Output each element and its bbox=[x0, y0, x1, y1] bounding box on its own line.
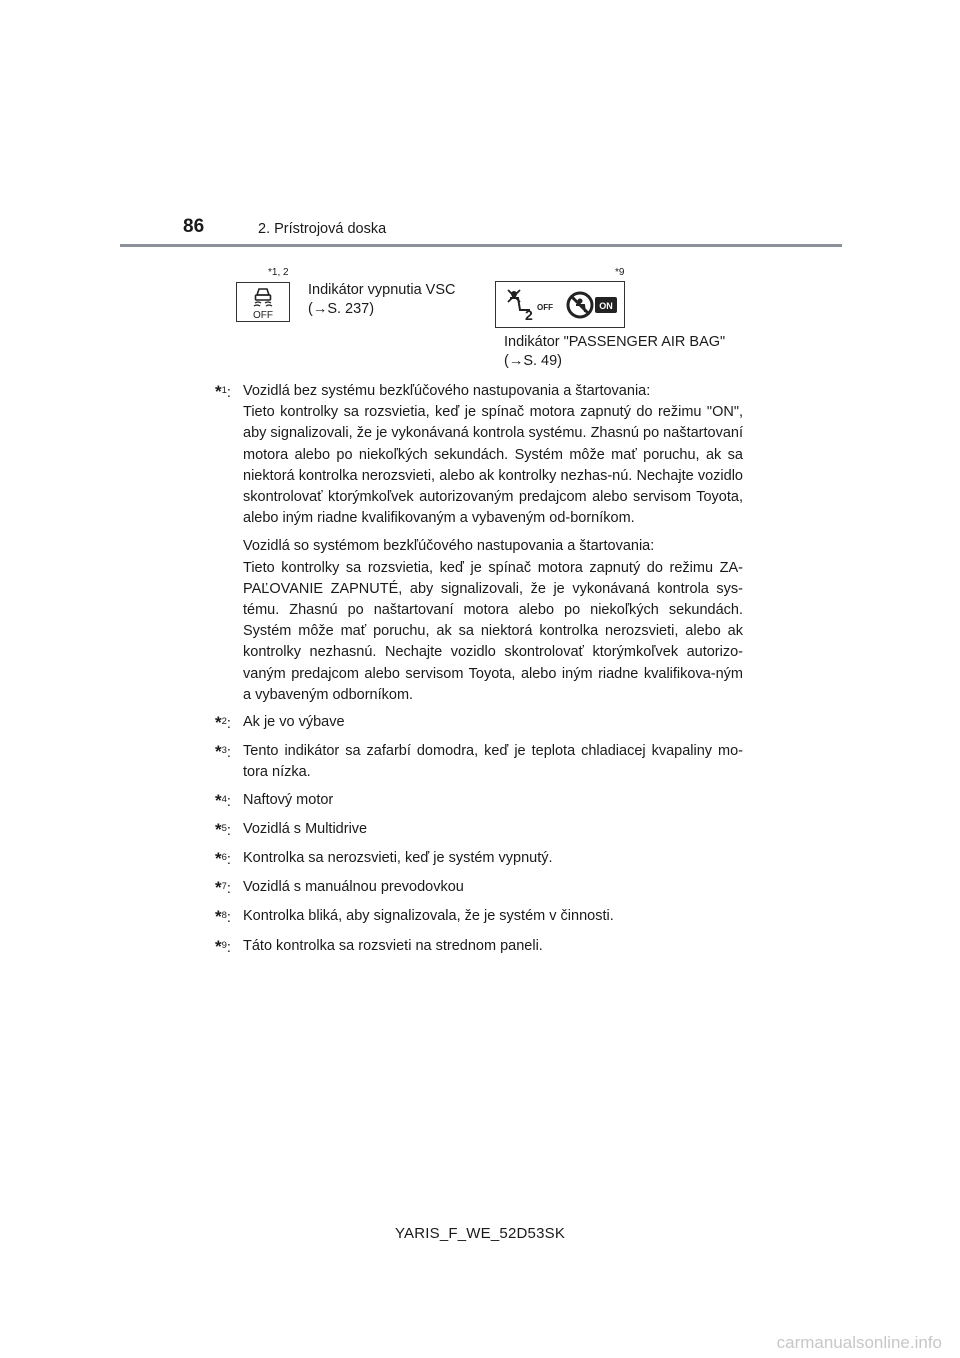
footnote-number: 8 bbox=[221, 910, 227, 922]
footnote-text bbox=[243, 741, 743, 783]
passenger-airbag-icon bbox=[496, 282, 624, 327]
footnote-marker: *$^8$: bbox=[215, 907, 231, 927]
footnote-marker: *$^5$: bbox=[215, 819, 231, 839]
footnote-marker: *$^2$: bbox=[215, 713, 231, 733]
footnote-text bbox=[243, 877, 743, 900]
footnote-marker: *$^3$: bbox=[215, 742, 231, 762]
airbag-on-label: ON bbox=[599, 301, 613, 311]
footnote-number: 2 bbox=[221, 716, 227, 728]
vsc-off-icon bbox=[237, 283, 289, 321]
footnote-text bbox=[243, 712, 743, 735]
footnotes bbox=[215, 381, 743, 965]
footnote-item bbox=[215, 848, 743, 871]
footnote-paragraph: Ak je vo výbave bbox=[243, 714, 345, 731]
footnote-marker: *$^9$: bbox=[215, 936, 231, 956]
footnote-number: 6 bbox=[221, 852, 227, 864]
footnote-number: 9 bbox=[221, 939, 227, 951]
airbag-page-ref: (→S. 49) bbox=[504, 353, 563, 369]
vsc-off-label: OFF bbox=[253, 310, 273, 321]
footnote-text bbox=[243, 936, 743, 959]
header-rule bbox=[120, 244, 842, 247]
footnote-item bbox=[215, 741, 743, 783]
footnote-text bbox=[243, 819, 743, 842]
airbag-off-label: OFF bbox=[537, 303, 553, 312]
footnote-paragraph: Kontrolka sa nerozsvieti, keď je systém vypnutý. bbox=[243, 850, 553, 867]
footnote-item bbox=[215, 877, 743, 900]
footnote-number: 3 bbox=[221, 745, 227, 757]
footnote-text bbox=[243, 790, 743, 813]
section-title: 2. Prístrojová doska bbox=[258, 221, 387, 237]
footnote-marker: *$^6$: bbox=[215, 849, 231, 869]
airbag-seat-number: 2 bbox=[525, 307, 533, 323]
footnote-paragraph: Vozidlá s Multidrive bbox=[243, 820, 368, 837]
footnote-paragraph: Vozidlá so systémom bezkľúčového nastupovania a štartovania: Tieto kontrolky sa rozsvietia, keď je spínač motora zapnutý do režimu ZA-PAĽOVANIE ZAPNUTÉ, aby signalizovali, že je vykonávaná kontrola sys-tému. Zhasnú po naštartovaní motora alebo po niekoľkých sekundách. Systém môže mať poruchu, ak sa niektorá kontrolka nerozsvieti, alebo ak kontrolky nezhasnú. Nechajte vozidlo skontrolovať ktorýmkoľvek autorizo-vaným predajcom alebo servisom Toyota, alebo iným riadne kvalifikova-ným a vybaveným odborníkom. bbox=[243, 538, 743, 703]
footnote-paragraph: Tento indikátor sa zafarbí domodra, keď je teplota chladiacej kvapaliny mo-tora nízka. bbox=[243, 743, 743, 781]
vsc-icon-box bbox=[236, 282, 290, 322]
footnote-item bbox=[215, 381, 743, 706]
airbag-icon-box bbox=[495, 281, 625, 328]
footnote-paragraph: Kontrolka bliká, aby signalizovala, že je systém v činnosti. bbox=[243, 908, 614, 925]
footnote-marker: *$^4$: bbox=[215, 790, 231, 810]
airbag-ref-mark: *9 bbox=[615, 267, 625, 278]
footnote-item bbox=[215, 906, 743, 929]
vsc-ref-mark: *1, 2 bbox=[268, 267, 289, 278]
footnote-paragraph: Vozidlá s manuálnou prevodovkou bbox=[243, 879, 464, 896]
page-number: 86 bbox=[183, 216, 205, 237]
footnote-number: 1 bbox=[221, 385, 227, 396]
airbag-indicator-label bbox=[504, 333, 725, 371]
footnote-item bbox=[215, 712, 743, 735]
document-code: YARIS_F_WE_52D53SK bbox=[394, 1225, 566, 1242]
vsc-page-ref: (→S. 237) bbox=[308, 301, 375, 317]
watermark: carmanualsonline.info bbox=[776, 1333, 942, 1352]
footnote-text bbox=[243, 906, 743, 929]
footnote-number: 7 bbox=[221, 881, 227, 893]
footnote-item bbox=[215, 790, 743, 813]
footnote-text bbox=[243, 381, 743, 706]
footnote-paragraph: Vozidlá bez systému bezkľúčového nastupovania a štartovania: Tieto kontrolky sa rozsvietia, keď je spínač motora zapnutý do režimu "ON", aby signalizovali, že je vykonávaná kontrola systému. Zhasnú po naštartovaní motora alebo po niekoľkých sekundách. Systém môže mať poruchu, ak sa niektorá kontrolka nerozsvieti, alebo ak kontrolky nezhas-nú. Nechajte vozidlo skontrolovať ktorýmkoľvek autorizovaným predajcom alebo servisom Toyota, alebo iným riadne kvalifikovaným a vybaveným od-borníkom. bbox=[243, 383, 743, 527]
footnote-number: 5 bbox=[221, 822, 227, 834]
footnote-item bbox=[215, 936, 743, 959]
footnote-marker: *$^1$: bbox=[215, 382, 231, 401]
vsc-indicator-title: Indikátor vypnutia VSC bbox=[308, 282, 456, 298]
footnote-paragraph: Táto kontrolka sa rozsvieti na strednom paneli. bbox=[243, 937, 543, 954]
vsc-indicator-label bbox=[308, 281, 456, 319]
footnote-text bbox=[243, 848, 743, 871]
footnote-number: 4 bbox=[221, 793, 227, 805]
footnote-marker: *$^7$: bbox=[215, 878, 231, 898]
footnote-paragraph: Naftový motor bbox=[243, 791, 334, 808]
airbag-indicator-title: Indikátor "PASSENGER AIR BAG" bbox=[504, 334, 726, 350]
footnote-item bbox=[215, 819, 743, 842]
